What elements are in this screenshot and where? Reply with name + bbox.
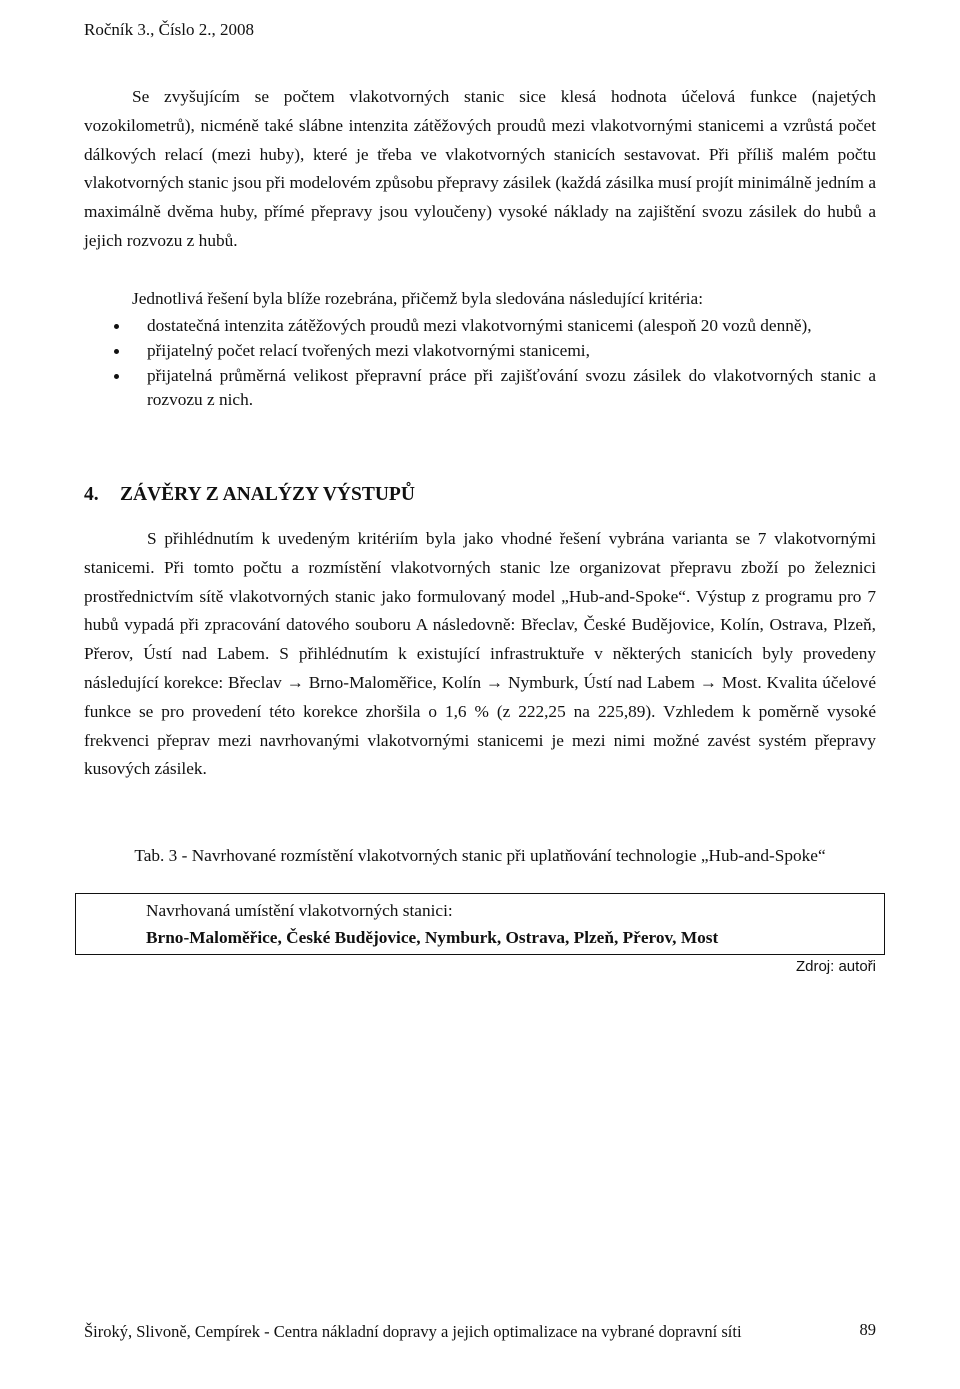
stations-table (75, 893, 885, 955)
criteria-list (84, 314, 876, 413)
criterion-text: přijatelná průměrná velikost přepravní práce při zajišťování svozu zásilek do vlakotvorných stanic a rozvozu z nich. (147, 366, 876, 409)
journal-header: Ročník 3., Číslo 2., 2008 (84, 20, 255, 39)
footer-citation: Široký, Slivoně, Cempírek - Centra nákladní dopravy a jejich optimalizace na vybrané dopravní síti (84, 1322, 742, 1341)
section-heading (84, 484, 415, 506)
criterion-text: dostatečná intenzita zátěžových proudů mezi vlakotvornými stanicemi (alespoň 20 vozů denně), (147, 316, 812, 335)
table-label: Navrhovaná umístění vlakotvorných stanici: (146, 901, 453, 920)
paragraph-conclusions: S přihlédnutím k uvedeným kritériím byla jako vhodné řešení vybrána varianta se 7 vlakotvornými stanicemi. Při tomto počtu a rozmístění vlakotvorných stanic lze organizovat přepravu zboží po železnici prostřednictvím sítě vlakotvorných stanic jako formulovaný model „Hub-and-Spoke“. Výstup z programu pro 7 hubů vypadá při zpracování datového souboru A následovně: Břeclav, České Budějovice, Kolín, Ostrava, Plzeň, Přerov, Ústí nad Labem. S přihlédnutím k existující infrastruktuře v některých stanicích byly provedeny následující korekce: Břeclav → Brno-Maloměřice, Kolín → Nymburk, Ústí nad Labem → Most. Kvalita účelové funkce se pro provedení této korekce zhoršila o 1,6 % (z 222,25 na 225,89). Vzhledem k poměrně vysoké frekvenci přeprav mezi navrhovanými vlakotvornými stanicemi je mezi nimi možné zavést systém přepravy kusových zásilek. (84, 529, 876, 779)
list-item (84, 364, 876, 412)
list-item (84, 339, 876, 363)
table-value: Brno-Maloměřice, České Budějovice, Nymburk, Ostrava, Plzeň, Přerov, Most (146, 928, 719, 947)
page-number: 89 (859, 1320, 876, 1339)
section-title: ZÁVĚRY Z ANALÝZY VÝSTUPŮ (120, 484, 415, 505)
criterion-text: přijatelný počet relací tvořených mezi vlakotvornými stanicemi, (147, 341, 590, 360)
table-caption: Tab. 3 - Navrhované rozmístění vlakotvorných stanic při uplatňování technologie „Hub-and-Spoke“ (134, 846, 826, 865)
bullet-icon (114, 374, 119, 379)
paragraph-intro: Se zvyšujícím se počtem vlakotvorných stanic sice klesá hodnota účelová funkce (najetých vozokilometrů), nicméně také slábne intenzita zátěžových proudů mezi vlakotvornými stanicemi a vzrůstá počet dálkových relací (mezi huby), které je třeba ve vlakotvorných stanicích sestavovat. Při příliš malém počtu vlakotvorných stanic jsou při modelovém způsobu přepravy zásilek (každá zásilka musí projít minimálně jedním a maximálně dvěma huby, přímé přepravy jsou vyloučeny) vysoké náklady na zajištění svozu zásilek do hubů a jejich rozvozu z hubů. (84, 87, 876, 250)
bullet-icon (114, 349, 119, 354)
bullet-icon (114, 324, 119, 329)
paragraph-criteria-intro: Jednotlivá řešení byla blíže rozebrána, přičemž byla sledována následující kritéria: (132, 289, 704, 308)
section-number: 4. (84, 484, 99, 505)
list-item (84, 314, 876, 338)
table-source: Zdroj: autoři (795, 958, 876, 975)
